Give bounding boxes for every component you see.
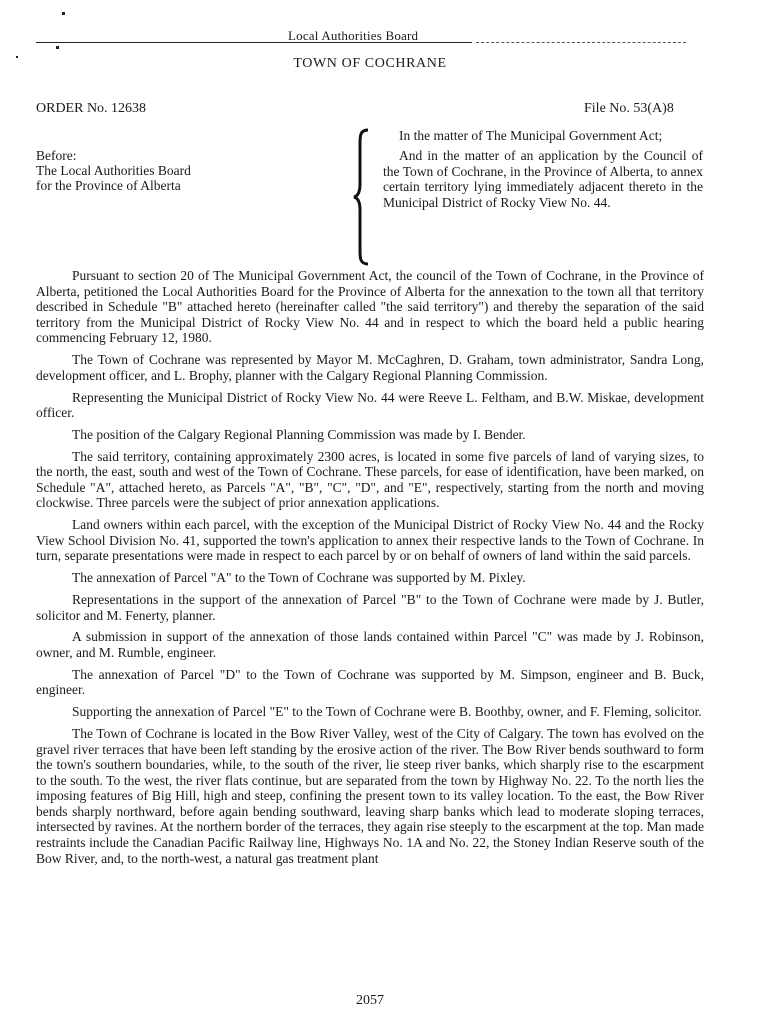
before-block (36, 148, 356, 193)
scan-speck (56, 46, 59, 49)
page-number: 2057 (356, 993, 384, 1008)
paragraph-town-representation: The Town of Cochrane was represented by Mayor M. McCaghren, D. Graham, town administrator, Sandra Long, development officer, and L. Brophy, planner with the Calgary Regional Planning Commission. (36, 352, 704, 383)
paragraph-md-representation: Representing the Municipal District of Rocky View No. 44 were Reeve L. Feltham, and B.W. Miskae, development officer. (36, 389, 704, 421)
paragraph-parcel-b: Representations in the support of the annexation of Parcel "B" to the Town of Cochrane were made by J. Butler, solicitor and M. Fenerty, planner. (36, 592, 704, 623)
paragraph-parcel-e: Supporting the annexation of Parcel "E" to the Town of Cochrane were B. Boothby, owner, and F. Fleming, solicitor. (72, 704, 702, 720)
order-number: ORDER No. 12638 (36, 101, 147, 116)
paragraph-commission-position: The position of the Calgary Regional Planning Commission was made by I. Bender. (72, 426, 526, 442)
paragraph-parcel-a: The annexation of Parcel "A" to the Town of Cochrane was supported by M. Pixley. (72, 570, 526, 586)
board-name: The Local Authorities Board (36, 163, 191, 178)
header-rule-dashed (476, 42, 686, 43)
file-number: File No. 53(A)8 (584, 101, 674, 116)
scan-speck (62, 12, 65, 15)
paragraph-town-location: The Town of Cochrane is located in the Bow River Valley, west of the City of Calgary. The town has evolved on the gravel river terraces that have been left standing by the erosive action of the river. The Bow River bends southward to form the town's southern boundaries, while, to the south of the river, lie steep river banks, which sharply rise to the escarpment to the south. To the west, the river flats continue, but are separated from the town by Highway No. 22. To the north lies the imposing features of Big Hill, high and steep, confining the present town to its valley location. To the east, the Bow River bends sharply northward, before again bending southward, leaving sharp banks which lead to moderate sloping terraces, intersected by ravines. At the northern border of the terraces, they again rise steeply to the escarpment at the top. Man made restraints include the Canadian Pacific Railway line, Highways No. 1A and No. 22, the Stoney Indian Reserve south of the Bow River, and, to the north-west, a natural gas treatment plant (36, 725, 705, 866)
in-the-matter-block (383, 128, 703, 215)
before-label: Before: (36, 148, 77, 163)
paragraph-parcel-d: The annexation of Parcel "D" to the Town of Cochrane was supported by M. Simpson, engineer and B. Buck, engineer. (36, 666, 704, 698)
paragraph-territory-description: The said territory, containing approximately 2300 acres, is located in some five parcels of land of varying sizes, to the north, the east, south and west of the Town of Cochrane. These parcels, for ease of identification, have been marked, on Schedule "A", attached hereto, as Parcels "A", "B", "C", "D", and "E", respectively, starting from the north and moving clockwise. Three parcels were the subject of prior annexation applications. (36, 448, 704, 511)
header-rule (36, 42, 472, 43)
paragraph-land-owners: Land owners within each parcel, with the exception of the Municipal District of Rocky View No. 44 and the Rocky View School Division No. 41, supported the town's application to annex their respective lands to the Town of Cochrane. In turn, separate presentations were made in respect to each parcel by or on behalf of owners of land within the said parcels. (36, 517, 704, 564)
matter-act: In the matter of The Municipal Government Act; (399, 128, 663, 143)
document-title: TOWN OF COCHRANE (293, 56, 447, 71)
matter-application: And in the matter of an application by the Council of the Town of Cochrane, in the Province of Alberta, to annex certain territory lying immediately adjacent thereto in the Municipal District of Rocky View No. 44. (383, 148, 703, 210)
curly-brace-icon (352, 128, 374, 266)
order-body (36, 268, 704, 872)
board-province: for the Province of Alberta (36, 178, 181, 193)
paragraph-parcel-c: A submission in support of the annexation of those lands contained within Parcel "C" was made by J. Robinson, owner, and M. Rumble, engineer. (36, 629, 704, 660)
running-head: Local Authorities Board (288, 28, 419, 43)
paragraph-petition: Pursuant to section 20 of The Municipal Government Act, the council of the Town of Cochrane, in the Province of Alberta, petitioned the Local Authorities Board for the Province of Alberta for the annexation to the town all that territory described in Schedule "B" attached hereto (hereinafter called "the said territory") and thereby the separation of the said territory from the Municipal District of Rocky View No. 44 and in respect to which the board held a public hearing commencing February 12, 1980. (36, 268, 704, 346)
